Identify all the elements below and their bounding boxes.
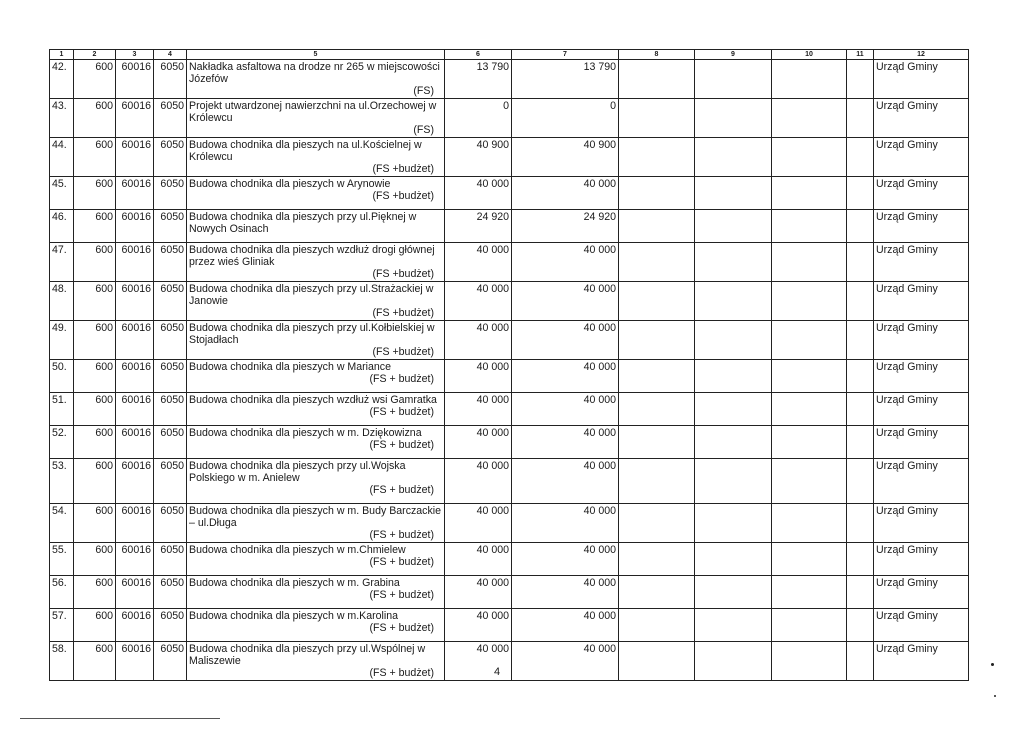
column-header: 4 <box>154 50 187 60</box>
amount-col7-cell: 40 000 <box>512 642 619 681</box>
row-number-cell: 44. <box>50 138 74 177</box>
description-text: Budowa chodnika dla pieszych na ul.Kościelnej w Królewcu <box>189 139 422 163</box>
description-cell <box>187 426 445 459</box>
col11-cell <box>847 138 874 177</box>
rozdzial-cell: 60016 <box>116 504 154 543</box>
amount-col7-cell: 40 000 <box>512 360 619 393</box>
paragraf-cell: 6050 <box>154 426 187 459</box>
column-header: 12 <box>874 50 969 60</box>
unit-cell: Urząd Gminy <box>874 138 969 177</box>
col10-cell <box>772 576 847 609</box>
col8-cell <box>619 504 695 543</box>
unit-cell: Urząd Gminy <box>874 576 969 609</box>
paragraf-cell: 6050 <box>154 99 187 138</box>
dzial-cell: 600 <box>74 177 116 210</box>
col9-cell <box>695 426 772 459</box>
description-cell <box>187 282 445 321</box>
funding-source-note: (FS) <box>413 85 434 97</box>
dzial-cell: 600 <box>74 321 116 360</box>
rozdzial-cell: 60016 <box>116 576 154 609</box>
row-number-cell: 47. <box>50 243 74 282</box>
dzial-cell: 600 <box>74 243 116 282</box>
amount-col7-cell: 40 000 <box>512 609 619 642</box>
paragraf-cell: 6050 <box>154 360 187 393</box>
paragraf-cell: 6050 <box>154 504 187 543</box>
rozdzial-cell: 60016 <box>116 360 154 393</box>
funding-source-note: (FS + budżet) <box>369 622 434 634</box>
description-cell <box>187 321 445 360</box>
dzial-cell: 600 <box>74 60 116 99</box>
col10-cell <box>772 393 847 426</box>
rozdzial-cell: 60016 <box>116 138 154 177</box>
col8-cell <box>619 459 695 504</box>
col8-cell <box>619 360 695 393</box>
funding-source-note: (FS + budżet) <box>369 529 434 541</box>
amount-col7-cell: 40 000 <box>512 393 619 426</box>
col9-cell <box>695 609 772 642</box>
col11-cell <box>847 543 874 576</box>
table-row <box>50 243 969 282</box>
dzial-cell: 600 <box>74 138 116 177</box>
column-header: 2 <box>74 50 116 60</box>
column-header: 3 <box>116 50 154 60</box>
rozdzial-cell: 60016 <box>116 543 154 576</box>
col8-cell <box>619 321 695 360</box>
col9-cell <box>695 504 772 543</box>
funding-source-note: (FS + budżet) <box>369 556 434 568</box>
description-cell <box>187 393 445 426</box>
description-cell <box>187 60 445 99</box>
col10-cell <box>772 321 847 360</box>
col9-cell <box>695 360 772 393</box>
paragraf-cell: 6050 <box>154 642 187 681</box>
amount-col7-cell: 0 <box>512 99 619 138</box>
col10-cell <box>772 642 847 681</box>
col11-cell <box>847 576 874 609</box>
rozdzial-cell: 60016 <box>116 426 154 459</box>
column-header: 6 <box>445 50 512 60</box>
row-number-cell: 53. <box>50 459 74 504</box>
column-header: 7 <box>512 50 619 60</box>
unit-cell: Urząd Gminy <box>874 60 969 99</box>
col8-cell <box>619 426 695 459</box>
col8-cell <box>619 393 695 426</box>
rozdzial-cell: 60016 <box>116 642 154 681</box>
col11-cell <box>847 243 874 282</box>
page-number: 4 <box>494 666 501 678</box>
amount-col6-cell: 40 000 <box>445 243 512 282</box>
description-cell <box>187 210 445 243</box>
col9-cell <box>695 459 772 504</box>
unit-cell: Urząd Gminy <box>874 210 969 243</box>
table-row <box>50 543 969 576</box>
col8-cell <box>619 576 695 609</box>
table-row <box>50 642 969 681</box>
col8-cell <box>619 243 695 282</box>
description-text: Budowa chodnika dla pieszych w m.Chmielew <box>189 544 406 556</box>
dzial-cell: 600 <box>74 360 116 393</box>
col10-cell <box>772 543 847 576</box>
description-cell <box>187 459 445 504</box>
description-text: Budowa chodnika dla pieszych w m. Dziękowizna <box>189 427 422 439</box>
dzial-cell: 600 <box>74 459 116 504</box>
rozdzial-cell: 60016 <box>116 609 154 642</box>
col10-cell <box>772 243 847 282</box>
col9-cell <box>695 99 772 138</box>
description-text: Budowa chodnika dla pieszych przy ul.Wojska Polskiego w m. Anielew <box>189 460 406 484</box>
paragraf-cell: 6050 <box>154 210 187 243</box>
funding-source-note: (FS + budżet) <box>369 667 434 679</box>
unit-cell: Urząd Gminy <box>874 426 969 459</box>
col11-cell <box>847 177 874 210</box>
rozdzial-cell: 60016 <box>116 282 154 321</box>
paragraf-cell: 6050 <box>154 138 187 177</box>
rozdzial-cell: 60016 <box>116 177 154 210</box>
amount-col6-cell: 40 000 <box>445 543 512 576</box>
rozdzial-cell: 60016 <box>116 393 154 426</box>
dzial-cell: 600 <box>74 282 116 321</box>
description-cell <box>187 138 445 177</box>
col8-cell <box>619 210 695 243</box>
col11-cell <box>847 360 874 393</box>
paragraf-cell: 6050 <box>154 321 187 360</box>
unit-cell: Urząd Gminy <box>874 177 969 210</box>
col8-cell <box>619 177 695 210</box>
description-text: Budowa chodnika dla pieszych wzdłuż drogi głównej przez wieś Gliniak <box>189 244 435 268</box>
dzial-cell: 600 <box>74 642 116 681</box>
dzial-cell: 600 <box>74 504 116 543</box>
dzial-cell: 600 <box>74 609 116 642</box>
description-text: Budowa chodnika dla pieszych w m. Budy Barczackie – ul.Długa <box>189 505 442 529</box>
col8-cell <box>619 543 695 576</box>
amount-col6-cell: 40 000 <box>445 642 512 681</box>
description-cell <box>187 177 445 210</box>
amount-col7-cell: 40 000 <box>512 282 619 321</box>
unit-cell: Urząd Gminy <box>874 393 969 426</box>
column-header: 1 <box>50 50 74 60</box>
col10-cell <box>772 210 847 243</box>
col10-cell <box>772 138 847 177</box>
col8-cell <box>619 282 695 321</box>
description-cell <box>187 609 445 642</box>
unit-cell: Urząd Gminy <box>874 504 969 543</box>
table-row <box>50 360 969 393</box>
col10-cell <box>772 426 847 459</box>
col9-cell <box>695 393 772 426</box>
amount-col7-cell: 40 900 <box>512 138 619 177</box>
funding-source-note: (FS +budżet) <box>372 163 434 175</box>
col11-cell <box>847 321 874 360</box>
scan-speck <box>994 695 996 697</box>
col10-cell <box>772 360 847 393</box>
table-row <box>50 138 969 177</box>
amount-col6-cell: 40 000 <box>445 504 512 543</box>
amount-col6-cell: 40 000 <box>445 321 512 360</box>
amount-col7-cell: 40 000 <box>512 459 619 504</box>
unit-cell: Urząd Gminy <box>874 543 969 576</box>
rozdzial-cell: 60016 <box>116 321 154 360</box>
description-cell <box>187 576 445 609</box>
col11-cell <box>847 609 874 642</box>
table-row <box>50 177 969 210</box>
description-text: Nakładka asfaltowa na drodze nr 265 w miejscowości Józefów <box>189 61 440 85</box>
col10-cell <box>772 282 847 321</box>
col10-cell <box>772 459 847 504</box>
col8-cell <box>619 609 695 642</box>
row-number-cell: 50. <box>50 360 74 393</box>
col9-cell <box>695 60 772 99</box>
paragraf-cell: 6050 <box>154 243 187 282</box>
description-text: Budowa chodnika dla pieszych przy ul.Strażackiej w Janowie <box>189 283 434 307</box>
unit-cell: Urząd Gminy <box>874 360 969 393</box>
col9-cell <box>695 642 772 681</box>
unit-cell: Urząd Gminy <box>874 642 969 681</box>
paragraf-cell: 6050 <box>154 459 187 504</box>
table-row <box>50 60 969 99</box>
table-row <box>50 99 969 138</box>
description-cell <box>187 642 445 681</box>
col9-cell <box>695 543 772 576</box>
description-text: Budowa chodnika dla pieszych w m.Karolina <box>189 610 399 622</box>
col8-cell <box>619 60 695 99</box>
unit-cell: Urząd Gminy <box>874 321 969 360</box>
unit-cell: Urząd Gminy <box>874 99 969 138</box>
unit-cell: Urząd Gminy <box>874 609 969 642</box>
col11-cell <box>847 210 874 243</box>
amount-col7-cell: 40 000 <box>512 576 619 609</box>
table-body <box>50 60 969 681</box>
funding-source-note: (FS) <box>413 124 434 136</box>
row-number-cell: 49. <box>50 321 74 360</box>
funding-source-note: (FS + budżet) <box>369 589 434 601</box>
col9-cell <box>695 243 772 282</box>
col10-cell <box>772 60 847 99</box>
amount-col6-cell: 40 000 <box>445 609 512 642</box>
description-text: Projekt utwardzonej nawierzchni na ul.Orzechowej w Królewcu <box>189 100 437 124</box>
unit-cell: Urząd Gminy <box>874 459 969 504</box>
row-number-cell: 46. <box>50 210 74 243</box>
row-number-cell: 45. <box>50 177 74 210</box>
table-row <box>50 393 969 426</box>
description-cell <box>187 504 445 543</box>
dzial-cell: 600 <box>74 99 116 138</box>
amount-col6-cell: 40 000 <box>445 576 512 609</box>
amount-col7-cell: 40 000 <box>512 543 619 576</box>
col11-cell <box>847 642 874 681</box>
row-number-cell: 48. <box>50 282 74 321</box>
col10-cell <box>772 99 847 138</box>
rozdzial-cell: 60016 <box>116 60 154 99</box>
paragraf-cell: 6050 <box>154 543 187 576</box>
funding-source-note: (FS +budżet) <box>372 346 434 358</box>
table-row <box>50 282 969 321</box>
description-text: Budowa chodnika dla pieszych w Arynowie <box>189 178 391 190</box>
table-row <box>50 210 969 243</box>
row-number-cell: 56. <box>50 576 74 609</box>
table-row <box>50 426 969 459</box>
amount-col6-cell: 40 000 <box>445 177 512 210</box>
funding-source-note: (FS + budżet) <box>369 484 434 496</box>
row-number-cell: 54. <box>50 504 74 543</box>
col9-cell <box>695 138 772 177</box>
column-header: 11 <box>847 50 874 60</box>
amount-col7-cell: 40 000 <box>512 321 619 360</box>
amount-col7-cell: 40 000 <box>512 504 619 543</box>
col9-cell <box>695 210 772 243</box>
column-header: 8 <box>619 50 695 60</box>
col9-cell <box>695 282 772 321</box>
rozdzial-cell: 60016 <box>116 210 154 243</box>
amount-col7-cell: 13 790 <box>512 60 619 99</box>
col9-cell <box>695 321 772 360</box>
description-text: Budowa chodnika dla pieszych przy ul.Kołbielskiej w Stojadłach <box>189 322 435 346</box>
col11-cell <box>847 426 874 459</box>
amount-col6-cell: 40 000 <box>445 393 512 426</box>
amount-col6-cell: 40 900 <box>445 138 512 177</box>
col11-cell <box>847 282 874 321</box>
description-cell <box>187 243 445 282</box>
column-header: 9 <box>695 50 772 60</box>
table-row <box>50 321 969 360</box>
rozdzial-cell: 60016 <box>116 243 154 282</box>
dzial-cell: 600 <box>74 393 116 426</box>
col9-cell <box>695 177 772 210</box>
amount-col6-cell: 0 <box>445 99 512 138</box>
paragraf-cell: 6050 <box>154 609 187 642</box>
col11-cell <box>847 504 874 543</box>
column-header: 10 <box>772 50 847 60</box>
row-number-cell: 57. <box>50 609 74 642</box>
description-cell <box>187 360 445 393</box>
scan-speck <box>991 663 994 666</box>
col8-cell <box>619 138 695 177</box>
description-text: Budowa chodnika dla pieszych w m. Grabina <box>189 577 400 589</box>
rozdzial-cell: 60016 <box>116 99 154 138</box>
paragraf-cell: 6050 <box>154 177 187 210</box>
col8-cell <box>619 99 695 138</box>
description-text: Budowa chodnika dla pieszych przy ul.Pięknej w Nowych Osinach <box>189 211 417 235</box>
table-row <box>50 576 969 609</box>
row-number-cell: 58. <box>50 642 74 681</box>
row-number-cell: 52. <box>50 426 74 459</box>
col11-cell <box>847 459 874 504</box>
funding-source-note: (FS +budżet) <box>372 307 434 319</box>
description-cell <box>187 99 445 138</box>
row-number-cell: 43. <box>50 99 74 138</box>
funding-source-note: (FS +budżet) <box>372 190 434 202</box>
table-row <box>50 504 969 543</box>
paragraf-cell: 6050 <box>154 576 187 609</box>
row-number-cell: 51. <box>50 393 74 426</box>
amount-col6-cell: 40 000 <box>445 426 512 459</box>
col10-cell <box>772 504 847 543</box>
amount-col7-cell: 40 000 <box>512 177 619 210</box>
amount-col6-cell: 13 790 <box>445 60 512 99</box>
col10-cell <box>772 177 847 210</box>
unit-cell: Urząd Gminy <box>874 243 969 282</box>
investment-table <box>49 49 969 681</box>
col10-cell <box>772 609 847 642</box>
dzial-cell: 600 <box>74 543 116 576</box>
col11-cell <box>847 60 874 99</box>
col11-cell <box>847 393 874 426</box>
unit-cell: Urząd Gminy <box>874 282 969 321</box>
table-row <box>50 459 969 504</box>
funding-source-note: (FS + budżet) <box>369 373 434 385</box>
row-number-cell: 55. <box>50 543 74 576</box>
header-row <box>50 50 969 60</box>
funding-source-note: (FS +budżet) <box>372 268 434 280</box>
footer-rule <box>20 718 220 719</box>
col11-cell <box>847 99 874 138</box>
paragraf-cell: 6050 <box>154 282 187 321</box>
col9-cell <box>695 576 772 609</box>
dzial-cell: 600 <box>74 210 116 243</box>
table-row <box>50 609 969 642</box>
funding-source-note: (FS + budżet) <box>369 439 434 451</box>
amount-col6-cell: 40 000 <box>445 282 512 321</box>
description-text: Budowa chodnika dla pieszych wzdłuż wsi Gamratka <box>189 394 437 406</box>
paragraf-cell: 6050 <box>154 60 187 99</box>
amount-col6-cell: 40 000 <box>445 459 512 504</box>
column-header: 5 <box>187 50 445 60</box>
rozdzial-cell: 60016 <box>116 459 154 504</box>
description-cell <box>187 543 445 576</box>
amount-col7-cell: 24 920 <box>512 210 619 243</box>
dzial-cell: 600 <box>74 426 116 459</box>
funding-source-note: (FS + budżet) <box>369 406 434 418</box>
description-text: Budowa chodnika dla pieszych w Mariance <box>189 361 391 373</box>
description-text: Budowa chodnika dla pieszych przy ul.Wspólnej w Maliszewie <box>189 643 426 667</box>
amount-col7-cell: 40 000 <box>512 426 619 459</box>
amount-col6-cell: 24 920 <box>445 210 512 243</box>
paragraf-cell: 6050 <box>154 393 187 426</box>
amount-col7-cell: 40 000 <box>512 243 619 282</box>
amount-col6-cell: 40 000 <box>445 360 512 393</box>
dzial-cell: 600 <box>74 576 116 609</box>
row-number-cell: 42. <box>50 60 74 99</box>
col8-cell <box>619 642 695 681</box>
